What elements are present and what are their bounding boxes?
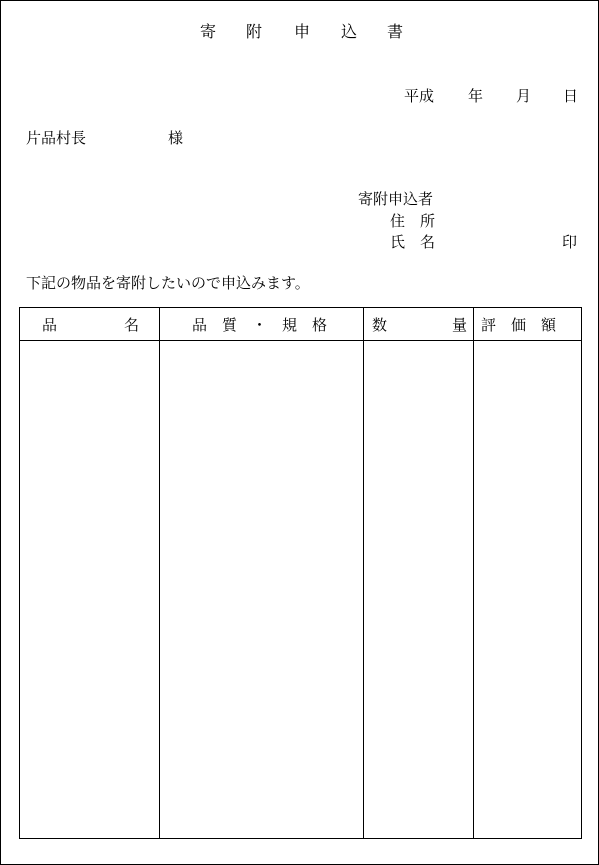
header-quantity-part2: 量: [452, 316, 468, 334]
donation-items-table: [19, 307, 582, 839]
header-item-name-part1: 品: [42, 316, 58, 334]
column-divider-1: [159, 308, 160, 838]
title-char-4: 込: [341, 22, 358, 41]
title-char-2: 附: [246, 22, 263, 41]
applicant-address-label: 住 所: [390, 212, 436, 230]
date-year: 年: [468, 87, 484, 105]
addressee-honorific: 様: [168, 129, 184, 147]
addressee-name: 片品村長: [26, 129, 87, 147]
header-divider: [20, 340, 581, 341]
title-char-5: 書: [387, 22, 404, 41]
date-month: 月: [516, 87, 532, 105]
seal-mark: 印: [562, 233, 578, 251]
applicant-name-label: 氏 名: [390, 233, 436, 251]
column-divider-3: [473, 308, 474, 838]
title-char-3: 申: [294, 22, 311, 41]
column-divider-2: [363, 308, 364, 838]
header-quantity-part1: 数: [372, 316, 388, 334]
header-item-name-part2: 名: [124, 316, 140, 334]
date-era: 平成: [404, 87, 435, 105]
title-char-1: 寄: [200, 22, 217, 41]
date-day: 日: [563, 87, 579, 105]
header-quality-spec: 品 質 ・ 規 格: [192, 316, 328, 334]
applicant-label: 寄附申込者: [358, 190, 434, 208]
header-valuation: 評 価 額: [481, 316, 557, 334]
statement-text: 下記の物品を寄附したいので申込みます。: [26, 274, 310, 292]
